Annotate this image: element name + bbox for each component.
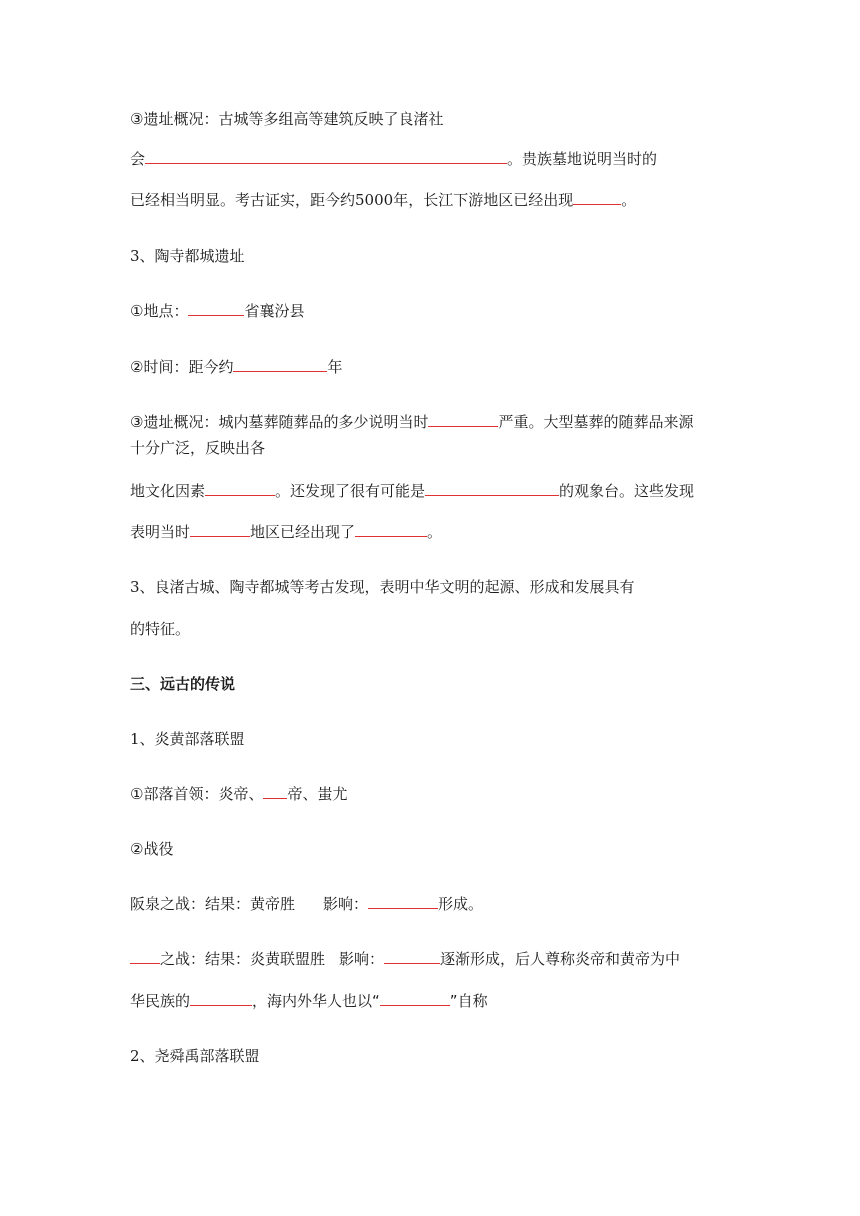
text-line — [130, 189, 636, 211]
text-line — [130, 480, 694, 502]
answer-blank[interactable] — [190, 522, 250, 537]
text-line — [130, 300, 304, 322]
answer-blank[interactable] — [263, 784, 287, 799]
text-line — [130, 893, 483, 915]
line-text: 。 — [621, 191, 637, 209]
line-text: 、炎黄部落联盟 — [139, 730, 245, 748]
line-text: 地区已经出现了 — [250, 523, 356, 541]
answer-blank[interactable] — [425, 481, 559, 496]
text-line — [130, 783, 347, 805]
answer-blank[interactable] — [428, 412, 498, 427]
line-text: 的观象台。这些发现 — [559, 482, 695, 500]
text-line — [130, 521, 442, 543]
section-heading — [130, 245, 245, 267]
line-text: 之战：结果：炎黄联盟胜 — [160, 950, 326, 968]
line-text: 会 — [130, 150, 146, 168]
line-text: 影响： — [339, 950, 385, 968]
line-text: 帝、蚩尤 — [287, 785, 348, 803]
text-line — [130, 838, 173, 860]
line-text: 表明当时 — [130, 523, 191, 541]
text-line — [130, 437, 265, 459]
line-text: 。 — [427, 523, 443, 541]
line-text: 影响： — [323, 895, 369, 913]
text-line — [130, 948, 680, 970]
line-text: ③遗址概况：城内墓葬随葬品的多少说明当时 — [130, 413, 429, 431]
answer-blank[interactable] — [190, 991, 252, 1006]
line-text: 形成。 — [438, 895, 484, 913]
number-text: 2 — [130, 1047, 140, 1065]
line-text: 三、远古的传说 — [130, 675, 236, 693]
number-text: 1 — [130, 730, 140, 748]
line-text: 的特征。 — [130, 620, 191, 638]
line-text: ②战役 — [130, 840, 174, 858]
number-text: 5000 — [355, 191, 394, 209]
line-text: 严重。大型墓葬的随葬品来源 — [498, 413, 694, 431]
answer-blank[interactable] — [380, 991, 450, 1006]
number-text: 3 — [130, 247, 140, 265]
line-text: 年 — [327, 358, 343, 376]
line-text: 逐渐形成，后人尊称炎帝和黄帝为中 — [440, 950, 681, 968]
line-text: 地文化因素 — [130, 482, 206, 500]
line-text: ③遗址概况：古城等多组高等建筑反映了良渚社 — [130, 110, 444, 128]
section-title — [130, 673, 235, 695]
answer-blank[interactable] — [188, 301, 244, 316]
line-text: 、尧舜禹部落联盟 — [139, 1047, 260, 1065]
section-heading — [130, 728, 245, 750]
answer-blank[interactable] — [233, 357, 327, 372]
answer-blank[interactable] — [355, 522, 427, 537]
line-text: 、良渚古城、陶寺都城等考古发现，表明中华文明的起源、形成和发展具有 — [139, 578, 635, 596]
line-text: ①地点： — [130, 302, 189, 320]
text-line — [130, 576, 635, 598]
answer-blank[interactable] — [573, 190, 621, 205]
answer-blank[interactable] — [145, 149, 507, 164]
number-text: 3 — [130, 578, 140, 596]
answer-blank[interactable] — [368, 894, 438, 909]
text-line — [130, 618, 190, 640]
line-text: 已经相当明显。考古证实，距今约 — [130, 191, 356, 209]
text-line — [130, 108, 443, 130]
line-text: 华民族的 — [130, 992, 191, 1010]
answer-blank[interactable] — [205, 481, 275, 496]
text-line — [130, 990, 488, 1012]
line-text: 省襄汾县 — [244, 302, 305, 320]
line-text: 十分广泛，反映出各 — [130, 439, 266, 457]
text-line — [130, 411, 693, 433]
line-text: 。贵族墓地说明当时的 — [507, 150, 658, 168]
line-text: ①部落首领：炎帝、 — [130, 785, 264, 803]
line-text: 。还发现了很有可能是 — [275, 482, 426, 500]
line-text: 、陶寺都城遗址 — [139, 247, 245, 265]
line-text: ”自称 — [449, 992, 488, 1010]
section-heading — [130, 1045, 260, 1067]
text-line — [130, 148, 657, 170]
answer-blank[interactable] — [384, 949, 440, 964]
line-text: ②时间：距今约 — [130, 358, 234, 376]
line-text: 年，长江下游地区已经出现 — [393, 191, 574, 209]
line-text: ，海内外华人也以“ — [252, 992, 380, 1010]
line-text: 阪泉之战：结果：黄帝胜 — [130, 895, 296, 913]
text-line — [130, 356, 342, 378]
answer-blank[interactable] — [130, 949, 160, 964]
